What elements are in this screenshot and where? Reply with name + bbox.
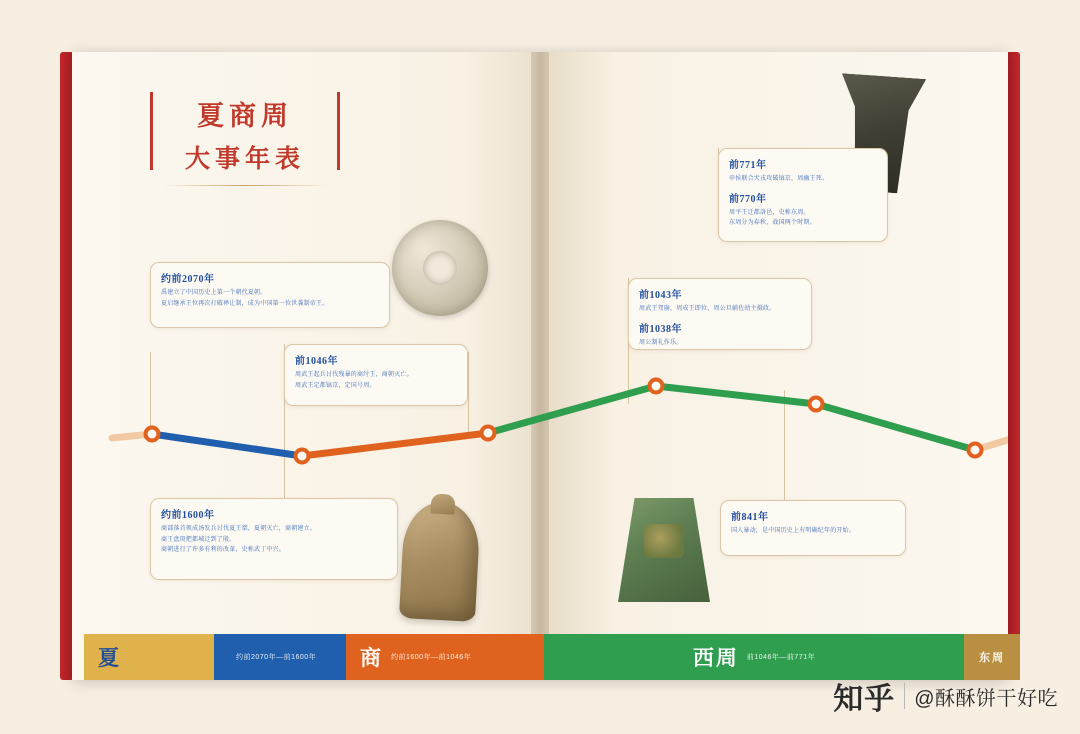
bronze-axe-icon bbox=[618, 498, 710, 602]
connector-2070 bbox=[150, 352, 151, 436]
title-line-1: 夏商周 bbox=[197, 101, 293, 131]
book-spread bbox=[72, 52, 1008, 680]
era-name: 夏 bbox=[98, 646, 121, 670]
event-card-2070[interactable] bbox=[150, 262, 390, 328]
pottery-bell-icon bbox=[399, 500, 481, 622]
title-line-2: 大事年表 bbox=[184, 146, 305, 173]
event-line: 商朝进行了许多有利的改革，史称武丁中兴。 bbox=[161, 547, 286, 553]
event-year: 约前1600年 bbox=[161, 510, 215, 521]
event-group bbox=[729, 156, 877, 185]
page-title bbox=[150, 86, 340, 176]
event-card-1043[interactable] bbox=[628, 278, 812, 350]
era-name: 东周 bbox=[979, 652, 1005, 664]
pottery-bell-artifact bbox=[402, 502, 478, 620]
event-line: 周平王迁都洛邑，史称东周。 bbox=[729, 209, 810, 216]
era-range: 前1046年—前771年 bbox=[746, 654, 816, 661]
connector-1046-right bbox=[468, 352, 469, 436]
event-line: 国人暴动，是中国历史上有明确纪年的开始。 bbox=[731, 528, 856, 534]
event-line: 商王盘庚把都城迁到了殷。 bbox=[161, 536, 236, 543]
event-group bbox=[161, 506, 387, 556]
watermark bbox=[833, 674, 1058, 718]
event-line: 商部落首领成汤发兵讨伐夏王桀，夏朝灭亡，商朝建立。 bbox=[161, 526, 317, 532]
event-line: 夏启继承王位再次打破禅让制，成为中国第一位世袭制帝王。 bbox=[161, 300, 329, 307]
book bbox=[60, 52, 1020, 680]
event-line: 周武王定都镐京，定国号周。 bbox=[295, 382, 376, 389]
event-card-771[interactable] bbox=[718, 148, 888, 242]
era-range: 约前1600年—前1046年 bbox=[391, 654, 472, 661]
event-year: 前770年 bbox=[729, 193, 767, 205]
event-group bbox=[639, 286, 801, 315]
page-right bbox=[540, 52, 1008, 680]
event-year: 前1046年 bbox=[295, 356, 338, 367]
watermark-divider bbox=[904, 683, 905, 709]
jade-disc-artifact bbox=[392, 220, 488, 316]
era-xia-range[interactable] bbox=[214, 634, 346, 680]
book-edge-right bbox=[1006, 52, 1020, 680]
era-name: 西周 bbox=[692, 646, 739, 670]
event-line: 周武王驾崩，周成王即位，周公旦辅佐幼主摄政。 bbox=[639, 306, 776, 312]
event-group bbox=[639, 320, 801, 349]
event-line: 周武王起兵讨伐残暴的商纣王，商朝灭亡。 bbox=[295, 372, 413, 378]
event-group bbox=[729, 190, 877, 229]
event-group bbox=[295, 352, 457, 391]
zhihu-logo: 知乎 bbox=[833, 683, 896, 716]
event-card-1600[interactable] bbox=[150, 498, 398, 580]
event-line: 禹建立了中国历史上第一个朝代夏朝。 bbox=[161, 290, 267, 296]
era-shang[interactable] bbox=[346, 634, 544, 680]
event-card-841[interactable] bbox=[720, 500, 906, 556]
title-rule-left bbox=[150, 92, 153, 170]
event-year: 前1038年 bbox=[639, 323, 682, 335]
event-card-1046[interactable] bbox=[284, 344, 468, 406]
event-year: 前771年 bbox=[729, 160, 767, 171]
title-underline bbox=[162, 185, 328, 186]
connector-1600-down bbox=[284, 436, 285, 498]
event-year: 前841年 bbox=[731, 512, 769, 523]
event-line: 周公制礼作乐。 bbox=[639, 339, 683, 346]
title-rule-right bbox=[337, 92, 340, 170]
event-line: 申侯联合犬戎攻破镐京，周幽王死。 bbox=[729, 176, 829, 182]
event-year: 约前2070年 bbox=[161, 274, 215, 285]
jade-disc-icon bbox=[387, 215, 493, 321]
event-year: 前1043年 bbox=[639, 290, 682, 301]
era-xia[interactable] bbox=[84, 634, 214, 680]
watermark-username: @酥酥饼干好吃 bbox=[914, 687, 1058, 710]
era-range: 约前2070年—前1600年 bbox=[236, 654, 317, 661]
event-line: 东周分为春秋、战国两个时期。 bbox=[729, 220, 816, 226]
event-group bbox=[161, 270, 379, 309]
event-group bbox=[731, 508, 895, 537]
bronze-axe-artifact bbox=[618, 498, 710, 602]
era-name: 商 bbox=[360, 646, 383, 670]
book-gutter bbox=[531, 52, 549, 680]
connector-841-up bbox=[784, 390, 785, 500]
